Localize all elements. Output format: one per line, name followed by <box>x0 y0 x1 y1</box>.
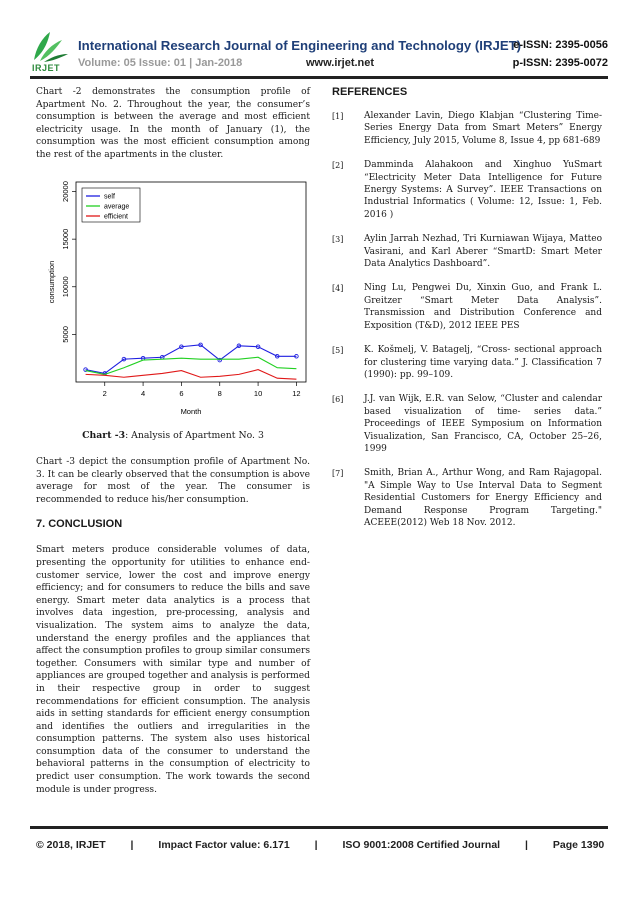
caption-label: Chart -3 <box>82 430 126 441</box>
e-issn: e-ISSN: 2395-0056 <box>513 39 608 51</box>
footer-copyright: © 2018, IRJET <box>36 839 106 851</box>
y-tick-label: 15000 <box>61 228 70 250</box>
footer-separator: | <box>525 839 528 851</box>
x-tick-label: 6 <box>179 389 184 398</box>
conclusion-heading: 7. CONCLUSION <box>36 518 123 531</box>
legend-label-efficient: efficient <box>104 213 128 221</box>
y-tick-label: 5000 <box>61 326 70 343</box>
footer-separator: | <box>130 839 134 851</box>
series-line-average <box>86 357 297 374</box>
x-tick-label: 4 <box>140 389 146 398</box>
reference-item <box>332 344 602 381</box>
footer-iso: ISO 9001:2008 Certified Journal <box>342 839 501 851</box>
x-tick-label: 8 <box>217 389 222 398</box>
reference-item <box>332 393 602 455</box>
reference-item <box>332 282 602 332</box>
left-column-lower <box>36 456 310 796</box>
reference-number: [3] <box>332 235 344 245</box>
reference-text: Smith, Brian A., Arthur Wong, and Ram Rajagopal. "A Simple Way to Use Interval Data to Segment Residential Customers for Energy Efficiency and Demand Response Program Targeting." ACEEE(2012) Web 18 Nov. 2012. <box>364 468 602 528</box>
reference-item <box>332 159 602 221</box>
y-tick-label: 10000 <box>61 276 70 298</box>
reference-text: Damminda Alahakoon and Xinghuo YuSmart “Electricity Meter Data Intelligence for Future Energy Systems: A Survey”. IEEE Transactions on Industrial Informatics ( Volume: 12, Issue: 1, Feb. 2016 ) <box>364 160 602 220</box>
page-header <box>30 30 608 74</box>
reference-item <box>332 110 602 147</box>
references-heading: REFERENCES <box>332 86 408 98</box>
volume-issue: Volume: 05 Issue: 01 | Jan-2018 <box>78 57 243 69</box>
chart2-paragraph: Chart -2 demonstrates the consumption profile of Apartment No. 2. Throughout the year, the consumer’s consumption is between the average and most efficient electricity usage. In the month of January (1), the consumption was the most efficient consumption among the rest of the apartments in the cluster. <box>36 87 310 160</box>
legend-label-self: self <box>104 193 115 201</box>
chart3-figure <box>36 172 310 420</box>
reference-number: [6] <box>332 395 344 405</box>
p-issn: p-ISSN: 2395-0072 <box>512 57 608 69</box>
irjet-logo <box>30 30 72 74</box>
reference-number: [1] <box>332 112 344 121</box>
journal-title: International Research Journal of Engineering and Technology (IRJET) <box>78 38 522 53</box>
footer-divider <box>30 826 608 829</box>
reference-number: [7] <box>332 469 344 479</box>
chart3-paragraph: Chart -3 depict the consumption profile of Apartment No. 3. It can be clearly observed that the consumption is above average for most of the year. The consumer is recommended to reduce his/her consumption. <box>36 457 310 505</box>
reference-item <box>332 467 602 529</box>
journal-website[interactable]: www.irjet.net <box>306 57 375 69</box>
left-column <box>36 86 310 162</box>
reference-text: J.J. van Wijk, E.R. van Selow, “Cluster and calendar based visualization of time- series data.” Proceedings of IEEE Symposium on Information Visualization, San Francisco, CA, October 25–26, 1999 <box>364 394 602 454</box>
footer-separator: | <box>314 839 318 851</box>
series-line-efficient <box>86 370 297 380</box>
reference-text: Alexander Lavin, Diego Klabjan “Clustering Time-Series Energy Data from Smart Meters” Energy Efficiency, July 2015, Volume 8, Issue 4, pp 681-689 <box>364 111 602 146</box>
reference-list <box>332 110 602 529</box>
reference-text: Aylin Jarrah Nezhad, Tri Kurniawan Wijaya, Matteo Vasirani, and Karl Aberer “SmartD: Smart Meter Data Analytics Dashboard”. <box>364 234 602 270</box>
references-section <box>332 86 602 541</box>
y-axis-label: consumption <box>47 260 56 304</box>
caption-text: : Analysis of Apartment No. 3 <box>125 430 264 441</box>
reference-item <box>332 233 602 270</box>
legend-label-average: average <box>104 203 130 211</box>
y-tick-label: 20000 <box>61 181 70 202</box>
chart3-caption <box>36 430 310 441</box>
reference-text: Ning Lu, Pengwei Du, Xinxin Guo, and Frank L. Greitzer “Smart Meter Data Analysis”. Transmission and Distribution Conference and Exposition (T&D), 2012 IEEE PES <box>364 283 602 331</box>
reference-number: [5] <box>332 346 344 356</box>
x-tick-label: 12 <box>292 389 301 398</box>
page-footer <box>36 839 605 851</box>
leaf-logo-icon <box>30 30 70 64</box>
reference-number: [4] <box>332 284 344 294</box>
x-tick-label: 2 <box>102 389 107 398</box>
conclusion-paragraph: Smart meters produce considerable volumes of data, presenting the opportunity for utilities to enhance end-customer service, lower the cost and improve energy efficiency; and for consumers to reduce the bills and save energy. Smart meter data analytics is a process that involves data ingestion, pre-processing, analysis and visualization. The system aims to analyze the data, understand the energy profiles and the appliances that affect the consumption profiles to group similar consumers together. Consumers with similar type and number of appliances are grouped together and analysis is performed in their respective group in order to suggest recommendations for efficient consumption. The analysis aids in setting standards for efficient energy consumption and identifies the outliers and irregularities in the consumption patterns. The system also uses historical consumption data of the consumer to understand the behavioral patterns in the consumption of electricity to predict user consumption. The work towards the second module is under progress. <box>36 545 310 795</box>
x-tick-label: 10 <box>253 389 263 398</box>
footer-impact-factor: Impact Factor value: 6.171 <box>158 839 290 851</box>
reference-number: [2] <box>332 161 344 171</box>
reference-text: K. Košmelj, V. Batagelj, “Cross- sectional approach for clustering time varying data.” J. Classification 7 (1990): pp. 99–109. <box>364 345 602 380</box>
logo-text: IRJET <box>32 63 61 73</box>
footer-page-number: Page 1390 <box>552 839 605 851</box>
header-divider <box>30 76 608 79</box>
consumption-line-chart <box>36 172 310 420</box>
x-axis-label: Month <box>180 407 202 416</box>
